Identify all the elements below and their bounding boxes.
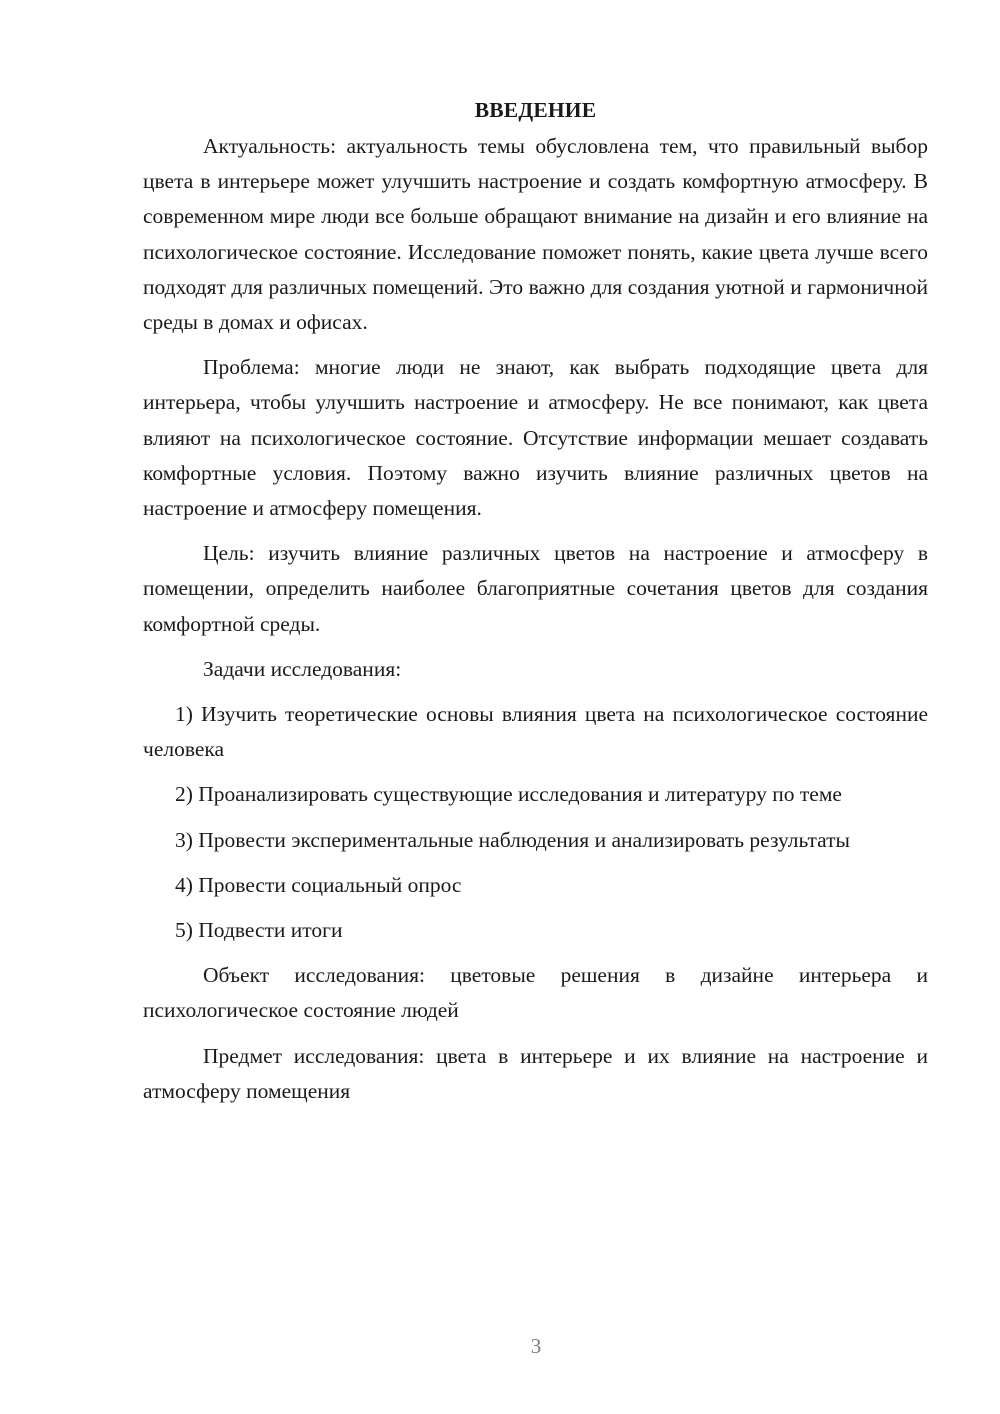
relevance-paragraph: Актуальность: актуальность темы обусловлена тем, что правильный выбор цвета в интерьере может улучшить настроение и создать комфортную атмосферу. В современном мире люди все больше обращают внимание на дизайн и его влияние на психологическое состояние. Исследование поможет понять, какие цвета лучше всего подходят для различных помещений. Это важно для создания уютной и гармоничной среды в домах и офисах. xyxy=(143,134,928,335)
task-item-1: 1) Изучить теоретические основы влияния цвета на психологическое состояние человека xyxy=(143,702,928,762)
tasks-title: Задачи исследования: xyxy=(203,656,402,681)
task-item-4: 4) Провести социальный опрос xyxy=(175,872,462,897)
problem-paragraph: Проблема: многие люди не знают, как выбрать подходящие цвета для интерьера, чтобы улучшить настроение и атмосферу. Не все понимают, как цвета влияют на психологическое состояние. Отсутствие информации мешает создавать комфортные условия. Поэтому важно изучить влияние различных цветов на настроение и атмосферу помещения. xyxy=(143,355,928,521)
task-item-5: 5) Подвести итоги xyxy=(175,918,343,943)
page-number: 3 xyxy=(530,1334,542,1358)
task-item-3: 3) Провести экспериментальные наблюдения и анализировать результаты xyxy=(175,827,851,852)
goal-paragraph: Цель: изучить влияние различных цветов на настроение и атмосферу в помещении, определить наиболее благоприятные сочетания цветов для создания комфортной среды. xyxy=(143,541,928,636)
tasks-list xyxy=(143,697,928,948)
task-item-2: 2) Проанализировать существующие исследования и литературу по теме xyxy=(175,782,842,807)
document-page xyxy=(143,95,928,1119)
page-heading: ВВЕДЕНИЕ xyxy=(474,98,597,122)
subject-paragraph: Предмет исследования: цвета в интерьере и их влияние на настроение и атмосферу помещения xyxy=(143,1043,928,1103)
object-paragraph: Объект исследования: цветовые решения в дизайне интерьера и психологическое состояние людей xyxy=(143,963,928,1023)
